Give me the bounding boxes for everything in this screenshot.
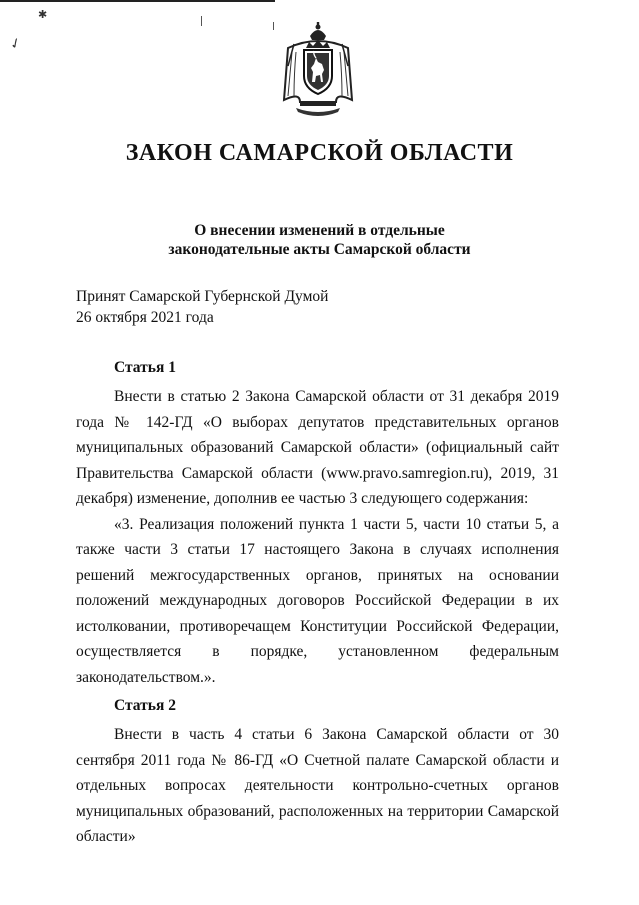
article-paragraph: Внести в часть 4 статьи 6 Закона Самарской области от 30 сентября 2011 года № 86-ГД «О Счетной палате Самарской области и отдельных вопросах деятельности контрольно-счетных органов муниципальных образований, расположенных на территории Самарской области» [76, 726, 559, 845]
adoption-info [76, 286, 328, 328]
top-rule [0, 0, 275, 2]
subtitle-line: законодательные акты Самарской области [168, 241, 471, 258]
article-paragraph: Внести в статью 2 Закона Самарской области от 31 декабря 2019 года № 142-ГД «О выборах депутатов представительных органов муниципальных образований Самарской области» (официальный сайт Правительства Самарской области (www.pravo.samregion.ru), 2019, 31 декабря) изменение, дополнив ее частью 3 следующего содержания: [76, 388, 559, 507]
check-mark-icon: ✓ [7, 34, 25, 54]
scan-tick [273, 22, 274, 30]
article-heading: Статья 1 [114, 359, 176, 376]
law-title: ЗАКОН САМАРСКОЙ ОБЛАСТИ [125, 140, 514, 166]
subtitle-line: О внесении изменений в отдельные [194, 222, 445, 239]
law-body [76, 356, 559, 850]
article-heading: Статья 2 [114, 697, 176, 714]
scan-tick [201, 16, 202, 26]
article-paragraph: «3. Реализация положений пункта 1 части 5, части 10 статьи 5, а также части 3 статьи 17 настоящего Закона в случаях исполнения решений межгосударственных органов, принятых на основании положений международных договоров Российской Федерации в их истолковании, противоречащем Конституции Российской Федерации, осуществляется в порядке, установленном федеральным законодательством.». [76, 515, 559, 686]
adoption-date: 26 октября 2021 года [76, 309, 214, 326]
scan-mark: ✱ [38, 8, 48, 21]
law-subtitle [0, 221, 639, 259]
samara-region-coat-of-arms-icon [276, 22, 360, 120]
adopted-by: Принят Самарской Губернской Думой [76, 288, 329, 305]
